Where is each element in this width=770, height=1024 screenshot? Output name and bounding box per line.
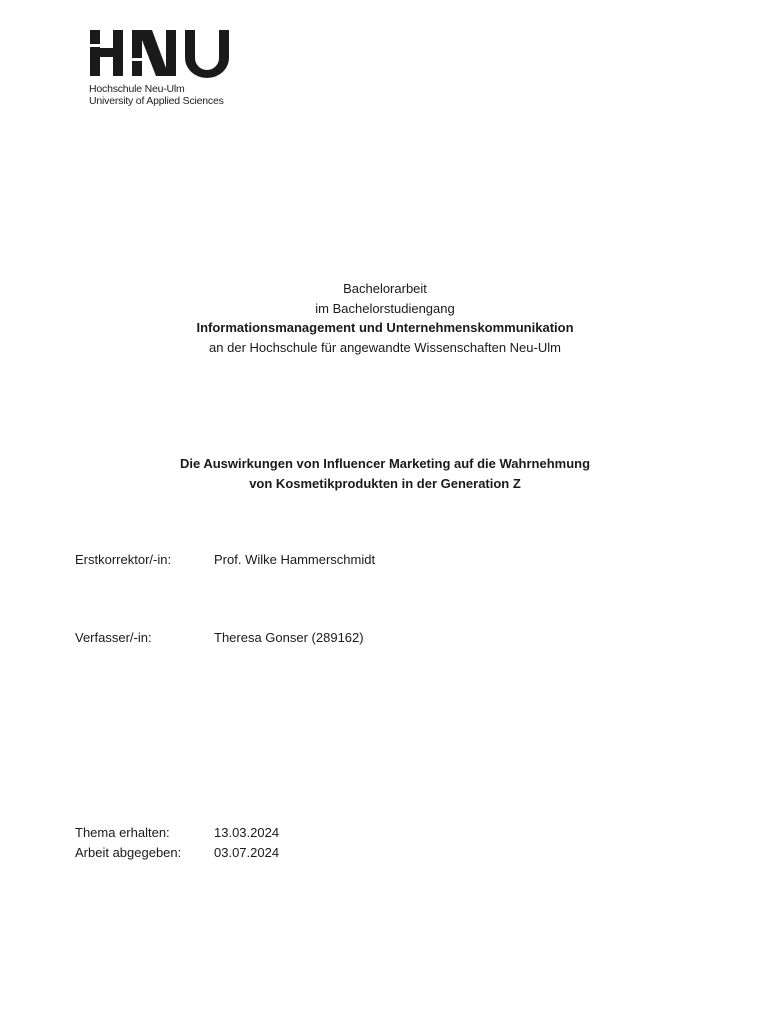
topic-received-value: 13.03.2024 — [214, 825, 280, 840]
logo-text-line2: University of Applied Sciences — [89, 95, 224, 107]
first-examiner-label: Erstkorrektor/-in: — [75, 552, 172, 567]
topic-received-row — [75, 823, 279, 843]
program-prefix: im Bachelorstudiengang — [315, 300, 455, 316]
thesis-title — [0, 454, 770, 493]
thesis-title-line2: von Kosmetikprodukten in der Generation Z — [249, 475, 521, 491]
hnu-wordmark-logo — [88, 28, 248, 78]
author-row — [75, 628, 364, 648]
submitted-row — [75, 843, 279, 863]
institution-name: an der Hochschule für angewandte Wissenschaften Neu-Ulm — [209, 339, 561, 355]
topic-received-label: Thema erhalten: — [75, 825, 170, 840]
thesis-info-block — [0, 279, 770, 357]
author-label: Verfasser/-in: — [75, 630, 152, 645]
submitted-value: 03.07.2024 — [214, 845, 280, 860]
submitted-label: Arbeit abgegeben: — [75, 845, 182, 860]
thesis-type: Bachelorarbeit — [343, 281, 427, 296]
first-examiner-value: Prof. Wilke Hammerschmidt — [214, 552, 376, 567]
university-logo — [88, 28, 258, 108]
author-value: Theresa Gonser (289162) — [214, 630, 364, 645]
thesis-title-line1: Die Auswirkungen von Influencer Marketing auf die Wahrnehmung — [179, 456, 591, 471]
first-examiner-row — [75, 550, 375, 570]
logo-text-line1: Hochschule Neu-Ulm — [89, 83, 185, 95]
program-name: Informationsmanagement und Unternehmenskommunikation — [196, 320, 574, 335]
